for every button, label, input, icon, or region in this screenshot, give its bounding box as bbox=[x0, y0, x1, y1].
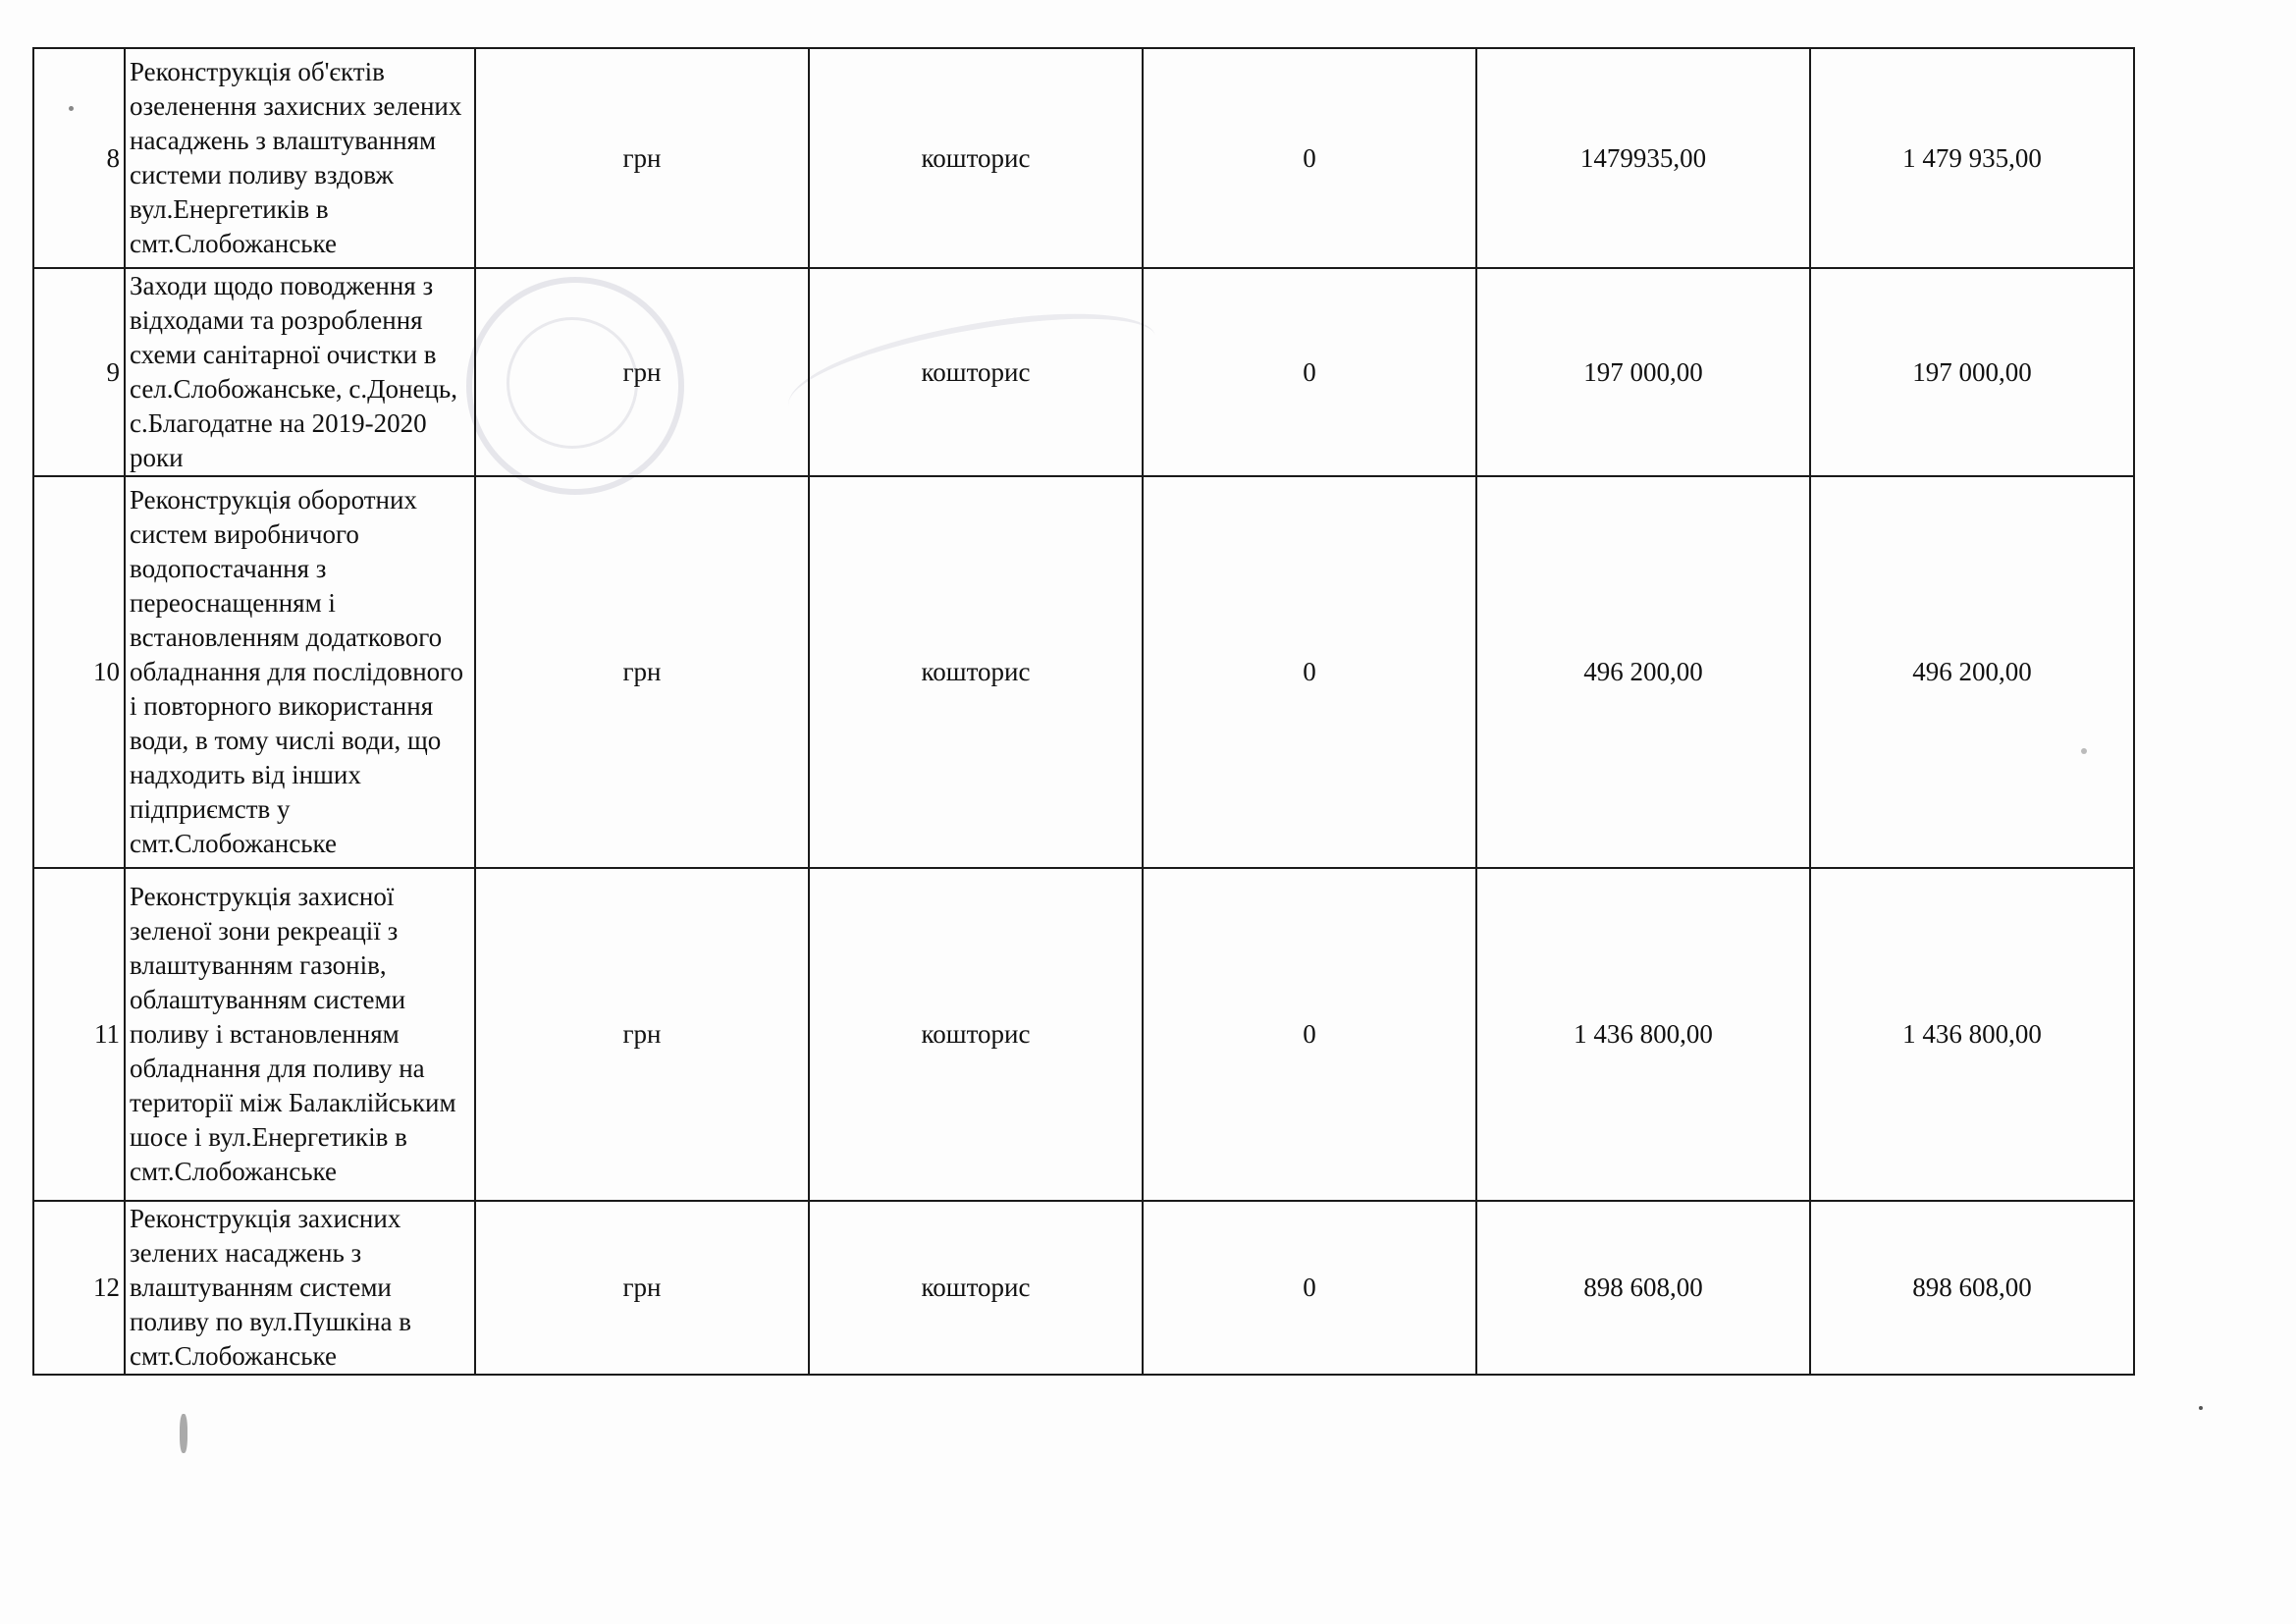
measure-name: Реконструкція об'єктів озеленення захисних зелених насаджень з влаштуванням системи поливу вздовж вул.Енергетиків в смт.Слобожанське bbox=[125, 48, 475, 268]
value-cell-1: 0 bbox=[1143, 268, 1476, 476]
source-cell: кошторис bbox=[809, 1201, 1143, 1375]
source-cell: кошторис bbox=[809, 48, 1143, 268]
value-cell-1: 0 bbox=[1143, 476, 1476, 868]
unit-cell: грн bbox=[475, 268, 809, 476]
value-cell-1: 0 bbox=[1143, 868, 1476, 1201]
measure-name: Реконструкція оборотних систем виробничого водопостачання з переоснащенням і встановленням додаткового обладнання для послідовного і повторного використання води, в тому числі води, що надходить від інших підприємств у смт.Слобожанське bbox=[125, 476, 475, 868]
measure-name: Заходи щодо поводження з відходами та розроблення схеми санітарної очистки в сел.Слобожанське, с.Донець, с.Благодатне на 2019-2020 роки bbox=[125, 268, 475, 476]
row-number: 11 bbox=[33, 868, 125, 1201]
value-cell-1: 0 bbox=[1143, 48, 1476, 268]
value-cell-2: 1 436 800,00 bbox=[1476, 868, 1810, 1201]
table-row bbox=[33, 868, 2134, 1201]
value-cell-3: 197 000,00 bbox=[1810, 268, 2134, 476]
scan-speck bbox=[2081, 748, 2087, 754]
table-row bbox=[33, 268, 2134, 476]
source-cell: кошторис bbox=[809, 476, 1143, 868]
row-number: 9 bbox=[33, 268, 125, 476]
value-cell-2: 197 000,00 bbox=[1476, 268, 1810, 476]
value-cell-3: 496 200,00 bbox=[1810, 476, 2134, 868]
row-number: 8 bbox=[33, 48, 125, 268]
measure-name: Реконструкція захисної зеленої зони рекреації з влаштуванням газонів, облаштуванням системи поливу і встановленням обладнання для поливу на території між Балаклійським шосе і вул.Енергетиків в смт.Слобожанське bbox=[125, 868, 475, 1201]
value-cell-2: 1479935,00 bbox=[1476, 48, 1810, 268]
table-row bbox=[33, 1201, 2134, 1375]
program-measures-table bbox=[32, 47, 2135, 1376]
table-row bbox=[33, 476, 2134, 868]
source-cell: кошторис bbox=[809, 868, 1143, 1201]
value-cell-3: 1 479 935,00 bbox=[1810, 48, 2134, 268]
row-number: 10 bbox=[33, 476, 125, 868]
measure-name: Реконструкція захисних зелених насаджень з влаштуванням системи поливу по вул.Пушкіна в смт.Слобожанське bbox=[125, 1201, 475, 1375]
unit-cell: грн bbox=[475, 1201, 809, 1375]
table-row bbox=[33, 48, 2134, 268]
scan-speck bbox=[2199, 1406, 2203, 1410]
value-cell-3: 898 608,00 bbox=[1810, 1201, 2134, 1375]
row-number: 12 bbox=[33, 1201, 125, 1375]
unit-cell: грн bbox=[475, 48, 809, 268]
unit-cell: грн bbox=[475, 476, 809, 868]
scan-speck bbox=[180, 1414, 187, 1453]
source-cell: кошторис bbox=[809, 268, 1143, 476]
scan-speck bbox=[69, 106, 74, 111]
value-cell-1: 0 bbox=[1143, 1201, 1476, 1375]
unit-cell: грн bbox=[475, 868, 809, 1201]
value-cell-2: 898 608,00 bbox=[1476, 1201, 1810, 1375]
value-cell-2: 496 200,00 bbox=[1476, 476, 1810, 868]
value-cell-3: 1 436 800,00 bbox=[1810, 868, 2134, 1201]
